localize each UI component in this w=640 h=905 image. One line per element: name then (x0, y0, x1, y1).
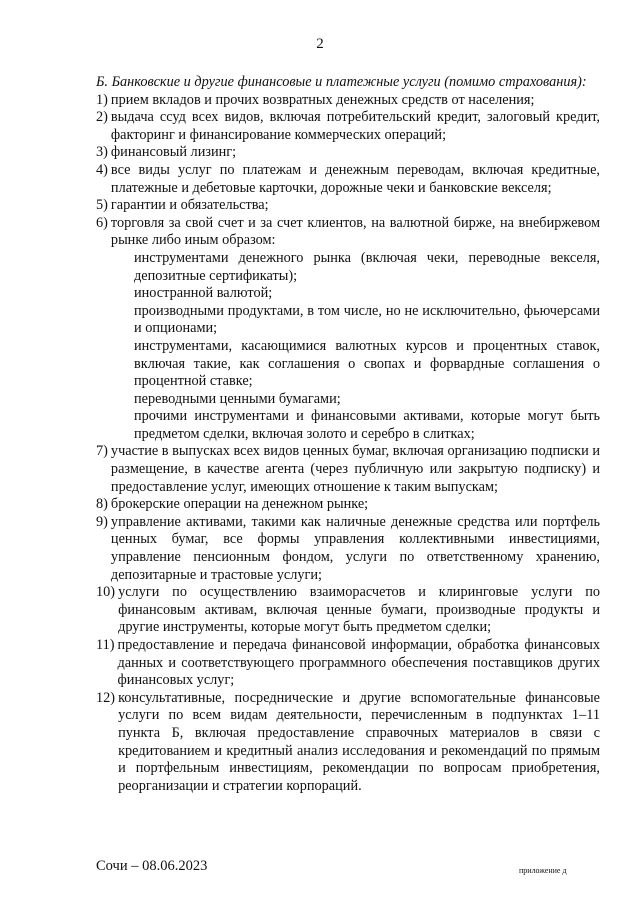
footer-attachment-note: приложение д (519, 866, 567, 875)
item-text: торговля за свой счет и за счет клиентов, на валютной бирже, на внебиржевом рынке либо иным образом: (110, 214, 600, 249)
item-text: управление активами, такими как наличные денежные средства или портфель ценных бумаг, все формы управления коллективными инвестициями, управление пенсионным фондом, услуги по ответственному хранению, депозитарные и трастовые услуги; (110, 513, 600, 583)
item-number: 9) (96, 513, 108, 530)
item-number: 12) (96, 689, 116, 706)
list-item (96, 637, 600, 690)
subitem: инструментами денежного рынка (включая чеки, переводные векселя, депозитные сертификаты); (134, 249, 600, 284)
item-number: 3) (96, 144, 108, 161)
item-text: финансовый лизинг; (110, 144, 237, 161)
subitem: иностранной валютой; (134, 285, 273, 302)
list-item (96, 690, 600, 796)
list-item (96, 92, 600, 110)
item-text: предоставление и передача финансовой информации, обработка финансовых данных и соответствующего программного обеспечения поставщиков других финансовых услуг; (117, 637, 600, 689)
item-text: гарантии и обязательства; (110, 197, 269, 214)
item-text: все виды услуг по платежам и денежным переводам, включая кредитные, платежные и дебетовые карточки, дорожные чеки и банковские векселя; (110, 161, 600, 196)
item-number: 2) (96, 109, 108, 126)
item-text: консультативные, посреднические и другие вспомогательные финансовые услуги по всем видам деятельности, перечисленным в подпунктах 1–11 пункта Б, включая предоставление справочных материалов в связи с кредитованием и кредитный анализ исследования и рекомендаций по прямым и портфельным инвестициям, рекомендации по вопросам приобретения, реорганизации и стратегии корпораций. (118, 689, 600, 794)
list-item (96, 443, 600, 496)
subitem: прочими инструментами и финансовыми активами, которые могут быть предметом сделки, включая золото и серебро в слитках; (134, 408, 600, 442)
footer-place-date: Сочи – 08.06.2023 (96, 858, 208, 874)
subitem: производными продуктами, в том числе, но не исключительно, фьючерсами и опционами; (134, 302, 600, 337)
subitem: переводными ценными бумагами; (134, 390, 341, 407)
item-text: выдача ссуд всех видов, включая потребительский кредит, залоговый кредит, факторинг и финансирование коммерческих операций; (110, 109, 600, 143)
item-number: 6) (96, 214, 108, 231)
list-item (96, 109, 600, 144)
item-text: участие в выпусках всех видов ценных бумаг, включая организацию подписки и размещение, в качестве агента (через публичную или закрытую подписку) и предоставление услуг, имеющих отношение к таким выпускам; (110, 443, 600, 495)
item-number: 8) (96, 496, 108, 513)
page-number: 2 (316, 36, 324, 52)
list-item (96, 584, 600, 637)
item-number: 5) (96, 197, 108, 214)
item-number: 11) (96, 637, 115, 653)
list-item (96, 514, 600, 584)
item-number: 1) (96, 91, 108, 108)
item-number: 10) (96, 584, 116, 601)
item-text: услуги по осуществлению взаиморасчетов и клиринговые услуги по финансовым активам, включая ценные бумаги, производные продукты и другие инструменты, которые могут быть предметом сделки; (118, 584, 600, 636)
section-heading: Б. Банковские и другие финансовые и платежные услуги (помимо страхования): (96, 74, 587, 90)
item-text: прием вкладов и прочих возвратных денежных средств от населения; (110, 91, 535, 108)
subitem: инструментами, касающимися валютных курсов и процентных ставок, включая такие, как соглашения о свопах и форвардные соглашения о процентной ставке; (134, 337, 600, 390)
item-number: 4) (96, 161, 108, 178)
list-item (96, 162, 600, 197)
list-item (96, 496, 600, 514)
list-item (96, 197, 600, 215)
document-body (96, 74, 600, 795)
list-item (96, 144, 600, 162)
item-number: 7) (96, 443, 108, 460)
item-text: брокерские операции на денежном рынке; (110, 496, 369, 513)
list-item (96, 215, 600, 250)
